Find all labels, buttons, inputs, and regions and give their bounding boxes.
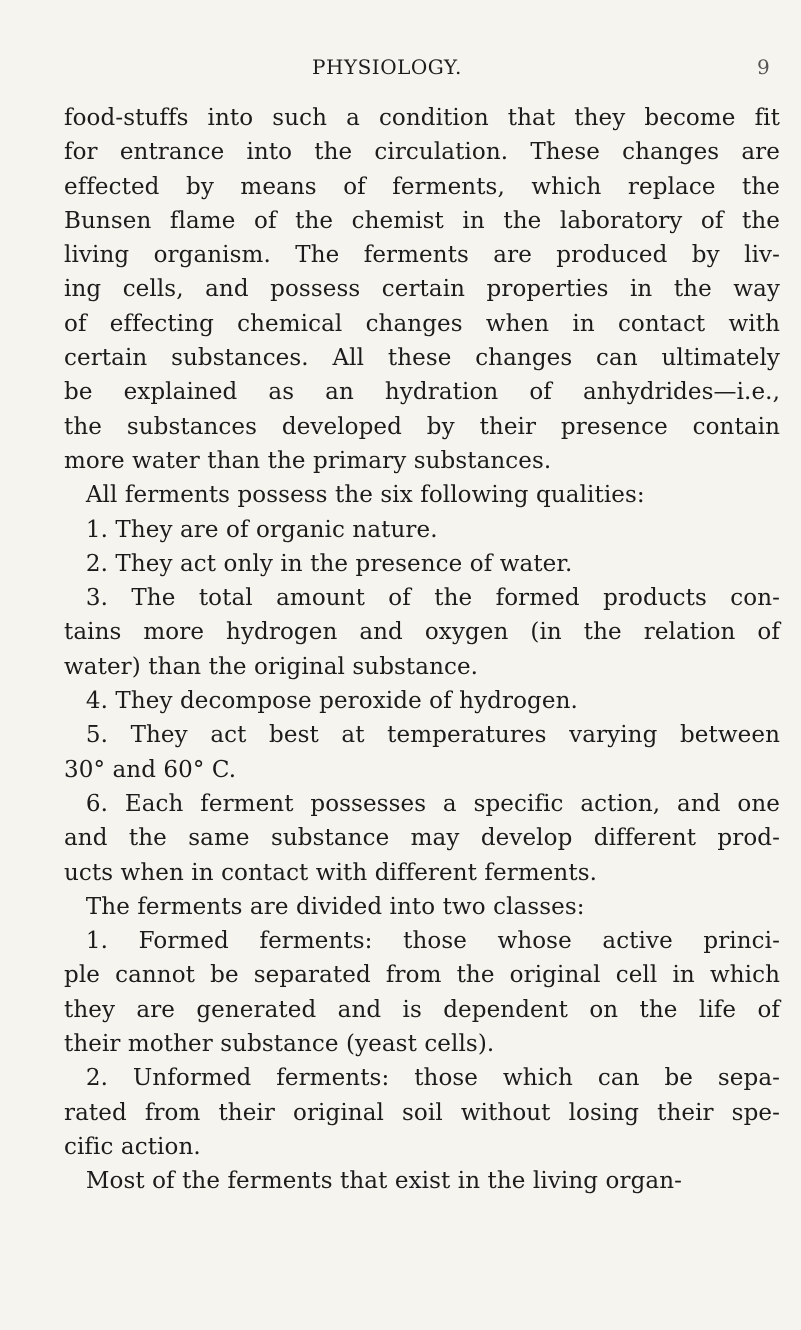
quality-text: 4. They decompose peroxide of hydrogen. bbox=[85, 688, 578, 715]
quality-item bbox=[64, 581, 780, 684]
quality-item bbox=[64, 547, 780, 581]
quality-text: ucts when in contact with different ferments. bbox=[64, 859, 598, 886]
class-text: rated from their original soil without losing their spe- bbox=[64, 1099, 780, 1126]
quality-text: and the same substance may develop different prod- bbox=[64, 825, 780, 852]
quality-text: 1. They are of organic nature. bbox=[85, 516, 438, 543]
qualities-intro-text: All ferments possess the six following qualities: bbox=[85, 482, 645, 509]
class-item bbox=[64, 924, 780, 1061]
text-line: certain substances. All these changes can ultimately bbox=[64, 345, 780, 372]
class-text: ple cannot be separated from the original cell in which bbox=[64, 962, 780, 989]
quality-text: 5. They act best at temperatures varying between bbox=[85, 722, 780, 749]
quality-item bbox=[64, 787, 780, 890]
quality-text: 6. Each ferment possesses a specific action, and one bbox=[85, 790, 780, 817]
quality-text: water) than the original substance. bbox=[64, 653, 479, 680]
text-line: be explained as an hydration of anhydrides—i.e., bbox=[64, 379, 780, 406]
quality-text: tains more hydrogen and oxygen (in the relation of bbox=[64, 619, 780, 646]
quality-text: 2. They act only in the presence of water. bbox=[85, 550, 573, 577]
text-line: ing cells, and possess certain properties in the way bbox=[64, 276, 780, 303]
class-text: 1. Formed ferments: those whose active princi- bbox=[85, 928, 780, 955]
quality-item bbox=[64, 684, 780, 718]
qualities-intro bbox=[64, 478, 780, 512]
class-text: they are generated and is dependent on the life of bbox=[64, 996, 780, 1023]
text-line: Bunsen flame of the chemist in the laboratory of the bbox=[64, 207, 780, 234]
quality-item bbox=[64, 513, 780, 547]
quality-text: 30° and 60° C. bbox=[64, 756, 237, 783]
running-title: PHYSIOLOGY. bbox=[312, 55, 462, 79]
quality-item bbox=[64, 718, 780, 787]
closing-text: Most of the ferments that exist in the living organ- bbox=[85, 1168, 683, 1195]
text-line: of effecting chemical changes when in contact with bbox=[64, 310, 780, 337]
class-text: 2. Unformed ferments: those which can be sepa- bbox=[85, 1065, 780, 1092]
body-text bbox=[64, 101, 780, 1199]
text-line: for entrance into the circulation. These changes are bbox=[64, 139, 780, 166]
text-line: food-stuffs into such a condition that they become fit bbox=[64, 105, 780, 131]
text-line: effected by means of ferments, which replace the bbox=[64, 173, 780, 200]
text-line: living organism. The ferments are produced by liv- bbox=[64, 242, 780, 269]
class-item bbox=[64, 1061, 780, 1164]
text-line: more water than the primary substances. bbox=[64, 447, 552, 474]
class-text: their mother substance (yeast cells). bbox=[64, 1031, 495, 1058]
class-text: cific action. bbox=[64, 1133, 201, 1160]
classes-intro-text: The ferments are divided into two classes: bbox=[85, 893, 585, 920]
closing-paragraph bbox=[64, 1164, 780, 1198]
quality-text: 3. The total amount of the formed products con- bbox=[85, 585, 780, 612]
running-head bbox=[0, 52, 801, 82]
intro-paragraph bbox=[64, 101, 780, 478]
text-line: the substances developed by their presence contain bbox=[64, 413, 780, 440]
page-number: 9 bbox=[757, 55, 770, 79]
classes-intro bbox=[64, 890, 780, 924]
